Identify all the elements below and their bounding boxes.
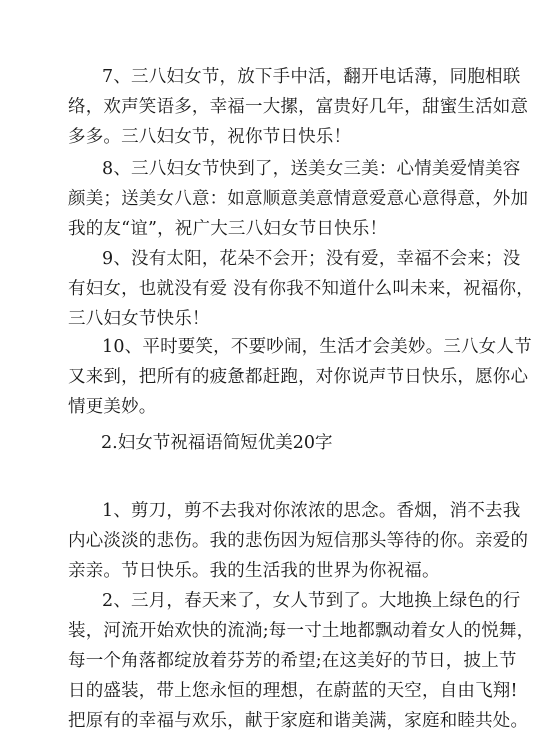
paragraph-line: 颜美；送美女八意：如意顺意美意情意爱意心意得意，外加 (68, 189, 529, 209)
paragraph-line: 内心淡淡的悲伤。我的悲伤因为短信那头等待的你。亲爱的 (68, 531, 529, 551)
wish-2 (68, 586, 534, 736)
paragraph-line: 三八妇女节快乐！ (68, 309, 210, 329)
wish-1 (68, 496, 529, 586)
paragraph-line: 1、剪刀，剪不去我对你浓浓的思念。香烟，消不去我 (102, 501, 521, 521)
paragraph-8 (68, 154, 529, 244)
paragraph-line: 装，河流开始欢快的流淌;每一寸土地都飘动着女人的悦舞， (68, 621, 534, 641)
paragraph-line: 8、三八妇女节快到了，送美女三美：心情美爱情美容 (102, 159, 521, 179)
paragraph-line: 有妇女，也就没有爱 没有你我不知道什么叫未来，祝福你， (68, 279, 534, 299)
paragraph-10 (68, 332, 532, 422)
paragraph-line: 10、平时要笑，不要吵闹，生活才会美妙。三八女人节 (102, 337, 532, 357)
paragraph-line: 又来到，把所有的疲惫都赶跑，对你说声节日快乐，愿你心 (68, 367, 529, 387)
paragraph-line: 我的友“谊”，祝广大三八妇女节日快乐！ (68, 219, 388, 239)
paragraph-line: 多多。三八妇女节，祝你节日快乐！ (68, 127, 352, 147)
paragraph-line: 2、三月，春天来了，女人节到了。大地换上绿色的行 (102, 591, 521, 611)
section-heading: 2.妇女节祝福语简短优美20字 (101, 433, 333, 453)
paragraph-line: 情更美妙。 (68, 397, 157, 417)
paragraph-line: 络，欢声笑语多，幸福一大摞，富贵好几年，甜蜜生活如意 (68, 97, 529, 117)
paragraph-line: 9、没有太阳，花朵不会开；没有爱，幸福不会来；没 (102, 249, 521, 269)
paragraph-line: 每一个角落都绽放着芬芳的希望;在这美好的节日，披上节 (68, 651, 517, 671)
paragraph-line: 亲亲。节日快乐。我的生活我的世界为你祝福。 (68, 561, 440, 581)
paragraph-7 (68, 62, 529, 152)
paragraph-line: 把原有的幸福与欢乐，献于家庭和谐美满，家庭和睦共处。 (68, 711, 529, 731)
paragraph-line: 7、三八妇女节，放下手中活，翻开电话薄，同胞相联 (102, 67, 521, 87)
paragraph-line: 日的盛装，带上您永恒的理想，在蔚蓝的天空，自由飞翔! (68, 681, 518, 701)
paragraph-9 (68, 244, 534, 334)
